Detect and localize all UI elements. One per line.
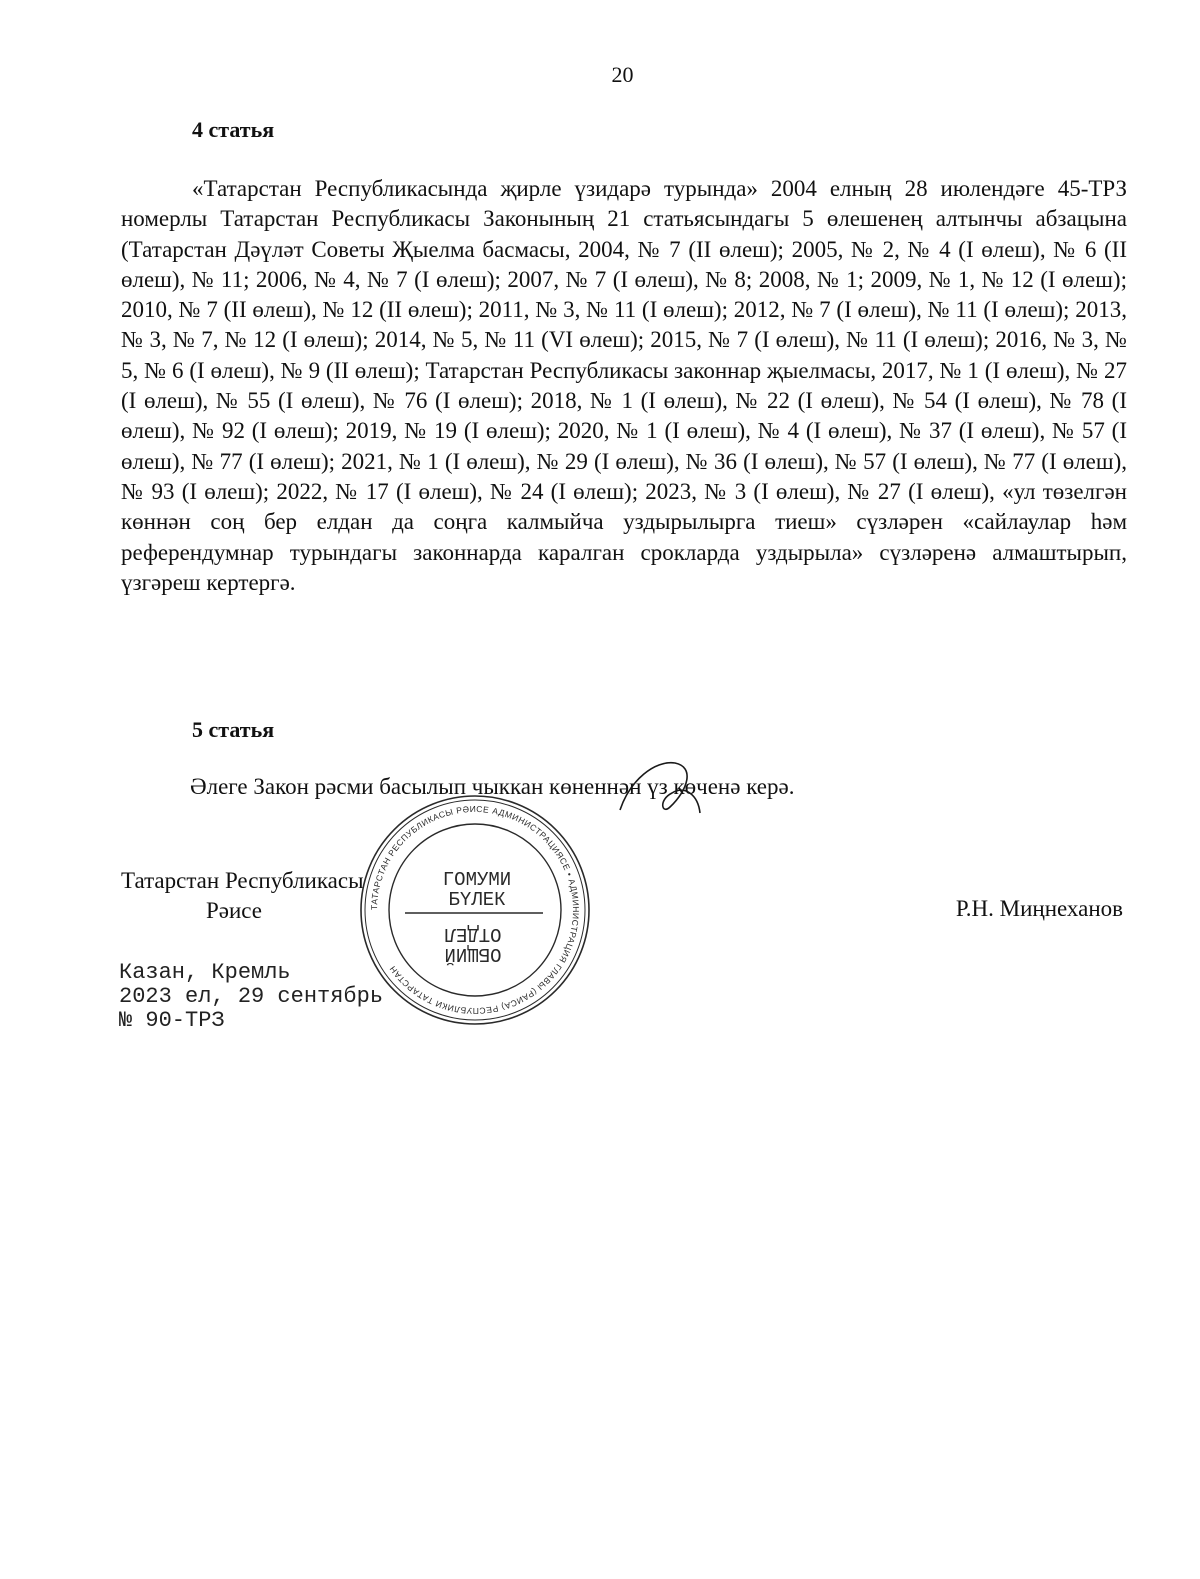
signer-position-line1: Татарстан Республикасы [121,868,364,893]
article-5-body: Әлеге Закон рәсми басылып чыккан көненнән үз көченә керә. [190,774,795,799]
official-stamp [355,795,595,1025]
date: 2023 ел, 29 сентябрь [119,984,384,1009]
article-5-heading: 5 статья [192,717,275,742]
stamp-line-3: ОТДЕЛ [444,923,502,945]
signer-name: Р.Н. Миңнеханов [955,896,1123,921]
stamp-line-2: БҮЛЕК [448,889,506,911]
place-date-block [119,961,383,1033]
signer-position [121,866,364,926]
stamp-ring-text: ТАТАРСТАН РЕСПУБЛИКАСЫ РӘИСЕ АДМИНИСТРАЦИЯСЕ • АДМИНИСТРАЦИЯ ГЛАВЫ (РАИСА) РЕСПУБЛИКИ ТАТАРСТАН [368,803,582,1017]
law-number: № 90-ТРЗ [119,1008,225,1033]
stamp-line-4: ОБЩИЙ [444,943,502,965]
stamp-line-1: ГОМУМИ [442,869,512,891]
place: Казан, Кремль [119,960,291,985]
article-4-heading: 4 статья [192,117,275,142]
signer-position-line2: Рәисе [206,898,263,923]
page-number: 20 [611,62,634,87]
handwritten-signature [600,755,720,825]
article-4-body: «Татарстан Республикасында җирле үзидарә турында» 2004 елның 28 июлендәге 45-ТРЗ номерлы Татарстан Республикасы Законының 21 статьясындагы 5 өлешенең алтынчы абзацына (Татарстан Дәүләт Советы Җыелма басмасы, 2004, № 7 (II өлеш); 2005, № 2, № 4 (I өлеш), № 6 (II өлеш), № 11; 2006, № 4, № 7 (I өлеш); 2007, № 7 (I өлеш), № 8; 2008, № 1; 2009, № 1, № 12 (I өлеш); 2010, № 7 (II өлеш), № 12 (II өлеш); 2011, № 3, № 11 (I өлеш); 2012, № 7 (I өлеш), № 11 (I өлеш); 2013, № 3, № 7, № 12 (I өлеш); 2014, № 5, № 11 (VI өлеш); 2015, № 7 (I өлеш), № 11 (I өлеш); 2016, № 3, № 5, № 6 (I өлеш), № 9 (II өлеш); Татарстан Республикасы законнар җыелмасы, 2017, № 1 (I өлеш), № 27 (I өлеш), № 55 (I өлеш), № 76 (I өлеш); 2018, № 1 (I өлеш), № 22 (I өлеш), № 54 (I өлеш), № 78 (I өлеш), № 92 (I өлеш); 2019, № 19 (I өлеш); 2020, № 1 (I өлеш), № 4 (I өлеш), № 37 (I өлеш), № 57 (I өлеш), № 77 (I өлеш); 2021, № 1 (I өлеш), № 29 (I өлеш), № 36 (I өлеш), № 57 (I өлеш), № 77 (I өлеш), № 93 (I өлеш); 2022, № 17 (I өлеш), № 24 (I өлеш); 2023, № 3 (I өлеш), № 27 (I өлеш), «ул төзелгән көннән соң бер елдан да соңга калмыйча уздырылырга тиеш» сүзләрен «сайлаулар һәм референдумнар турындагы законнарда каралган срокларда уздырыла» сүзләренә алмаштырып, үзгәреш кертергә. [121,176,1127,595]
